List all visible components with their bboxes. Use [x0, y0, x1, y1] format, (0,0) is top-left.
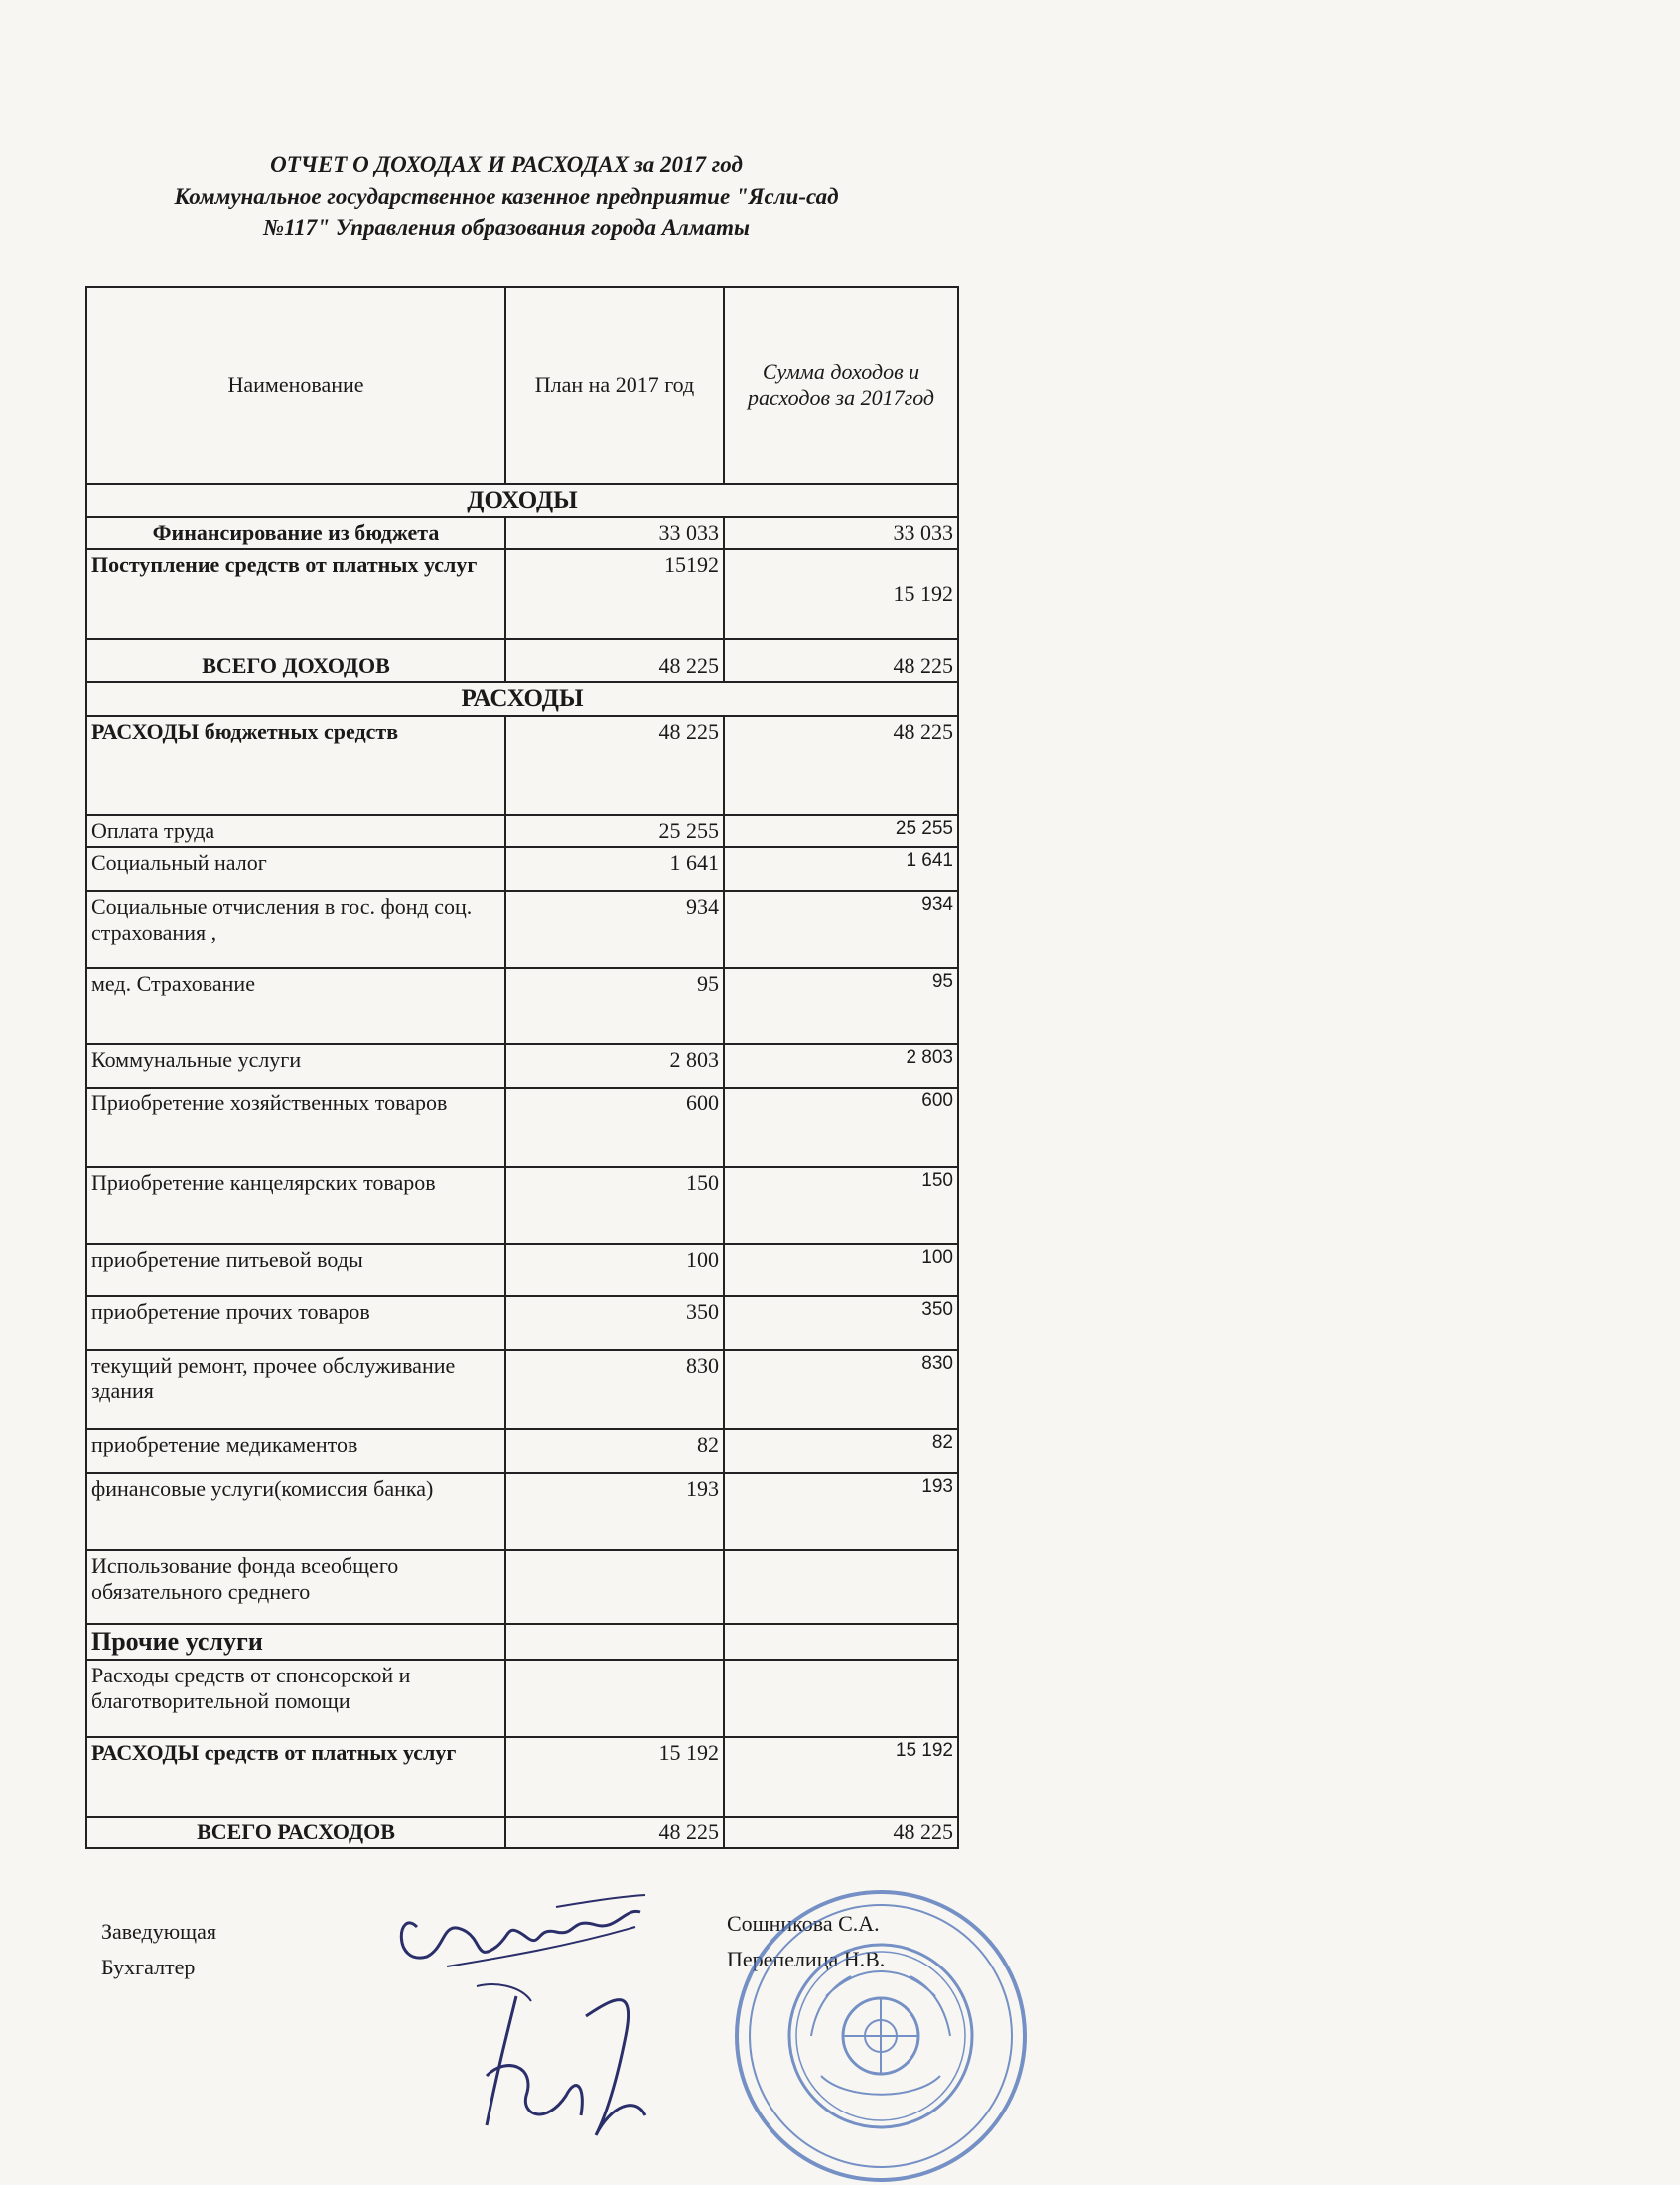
table-row: [86, 1244, 958, 1296]
head-name: Сошникова С.А.: [727, 1911, 880, 1936]
row-actual: 830: [724, 1350, 958, 1429]
row-plan: [505, 1550, 724, 1624]
row-plan: 25 255: [505, 815, 724, 847]
row-actual: 193: [724, 1473, 958, 1550]
table-row: [86, 847, 958, 891]
row-name: текущий ремонт, прочее обслуживание здания: [86, 1350, 505, 1429]
table-row: [86, 1350, 958, 1429]
row-actual: 48 225: [724, 639, 958, 682]
paid-services-row: [86, 1737, 958, 1817]
row-plan: 48 225: [505, 639, 724, 682]
table-row: [86, 1088, 958, 1167]
row-actual: 48 225: [724, 716, 958, 815]
table-row: [86, 1550, 958, 1624]
row-actual: 2 803: [724, 1044, 958, 1088]
row-plan: 95: [505, 968, 724, 1044]
sponsor-row: [86, 1660, 958, 1737]
table-row: [86, 517, 958, 549]
table-row: [86, 1044, 958, 1088]
other-services-row: [86, 1624, 958, 1660]
header-name: Наименование: [86, 287, 505, 484]
row-plan: 15 192: [505, 1737, 724, 1817]
row-actual: 95: [724, 968, 958, 1044]
row-name: мед. Страхование: [86, 968, 505, 1044]
row-actual-empty: [724, 1624, 958, 1660]
row-plan: [505, 1660, 724, 1737]
row-actual: [724, 1550, 958, 1624]
row-name: финансовые услуги(комиссия банка): [86, 1473, 505, 1550]
row-plan: 2 803: [505, 1044, 724, 1088]
row-plan: 1 641: [505, 847, 724, 891]
expense-section-title: РАСХОДЫ: [86, 682, 958, 716]
row-plan: 830: [505, 1350, 724, 1429]
row-actual: 100: [724, 1244, 958, 1296]
row-plan: 48 225: [505, 716, 724, 815]
header-plan: План на 2017 год: [505, 287, 724, 484]
row-name: Расходы средств от спонсорской и благотворительной помощи: [86, 1660, 505, 1737]
row-actual: 33 033: [724, 517, 958, 549]
row-plan: 934: [505, 891, 724, 968]
income-total-row: [86, 639, 958, 682]
row-name: Социальный налог: [86, 847, 505, 891]
row-plan: 193: [505, 1473, 724, 1550]
row-plan: 600: [505, 1088, 724, 1167]
title-line-3: №117" Управления образования города Алматы: [263, 216, 750, 240]
row-plan: 82: [505, 1429, 724, 1473]
row-name: Финансирование из бюджета: [86, 517, 505, 549]
table-row: [86, 1296, 958, 1350]
accountant-signature: [467, 1976, 675, 2145]
accountant-name: Перепелица Н.В.: [727, 1947, 886, 1971]
header-row: [86, 287, 958, 484]
row-name: приобретение медикаментов: [86, 1429, 505, 1473]
row-actual: 934: [724, 891, 958, 968]
row-actual: 15 192: [724, 549, 958, 639]
row-plan: 48 225: [505, 1817, 724, 1848]
report-title: [99, 149, 913, 244]
row-actual: 600: [724, 1088, 958, 1167]
row-actual: 82: [724, 1429, 958, 1473]
accountant-label: Бухгалтер: [101, 1955, 196, 1979]
row-actual: 1 641: [724, 847, 958, 891]
expense-section-row: [86, 682, 958, 716]
title-line-2: Коммунальное государственное казенное предприятие "Ясли-сад: [174, 184, 839, 209]
budget-expense-row: [86, 716, 958, 815]
table-row: [86, 1473, 958, 1550]
report-table: [85, 286, 959, 1849]
row-actual: 150: [724, 1167, 958, 1244]
row-actual: 48 225: [724, 1817, 958, 1848]
head-label: Заведующая: [101, 1919, 216, 1944]
row-name: ВСЕГО РАСХОДОВ: [86, 1817, 505, 1848]
row-actual: [724, 1660, 958, 1737]
row-name: Приобретение канцелярских товаров: [86, 1167, 505, 1244]
row-plan: 33 033: [505, 517, 724, 549]
row-plan: 100: [505, 1244, 724, 1296]
header-actual: Сумма доходов и расходов за 2017год: [724, 287, 958, 484]
table-row: [86, 1167, 958, 1244]
row-plan: 150: [505, 1167, 724, 1244]
income-section-row: [86, 484, 958, 517]
table-row: [86, 891, 958, 968]
row-name: Коммунальные услуги: [86, 1044, 505, 1088]
row-plan-empty: [505, 1624, 724, 1660]
row-name: Использование фонда всеобщего обязательного среднего: [86, 1550, 505, 1624]
row-actual: 25 255: [724, 815, 958, 847]
official-seal-stamp: [707, 1887, 1054, 2185]
title-line-1: ОТЧЕТ О ДОХОДАХ И РАСХОДАХ за 2017 год: [270, 152, 743, 177]
table-row: [86, 1429, 958, 1473]
row-name: ВСЕГО ДОХОДОВ: [86, 639, 505, 682]
income-section-title: ДОХОДЫ: [86, 484, 958, 517]
row-actual: 350: [724, 1296, 958, 1350]
row-name: Социальные отчисления в гос. фонд соц. страхования ,: [86, 891, 505, 968]
row-name: приобретение прочих товаров: [86, 1296, 505, 1350]
row-plan: 15192: [505, 549, 724, 639]
table-row: [86, 968, 958, 1044]
row-name: Оплата труда: [86, 815, 505, 847]
row-name: Поступление средств от платных услуг: [86, 549, 505, 639]
row-name: РАСХОДЫ бюджетных средств: [86, 716, 505, 815]
expense-total-row: [86, 1817, 958, 1848]
table-row: [86, 815, 958, 847]
row-actual: 15 192: [724, 1737, 958, 1817]
row-name: РАСХОДЫ средств от платных услуг: [86, 1737, 505, 1817]
other-services-label: Прочие услуги: [86, 1624, 505, 1660]
row-name: приобретение питьевой воды: [86, 1244, 505, 1296]
row-plan: 350: [505, 1296, 724, 1350]
row-name: Приобретение хозяйственных товаров: [86, 1088, 505, 1167]
table-row: [86, 549, 958, 639]
